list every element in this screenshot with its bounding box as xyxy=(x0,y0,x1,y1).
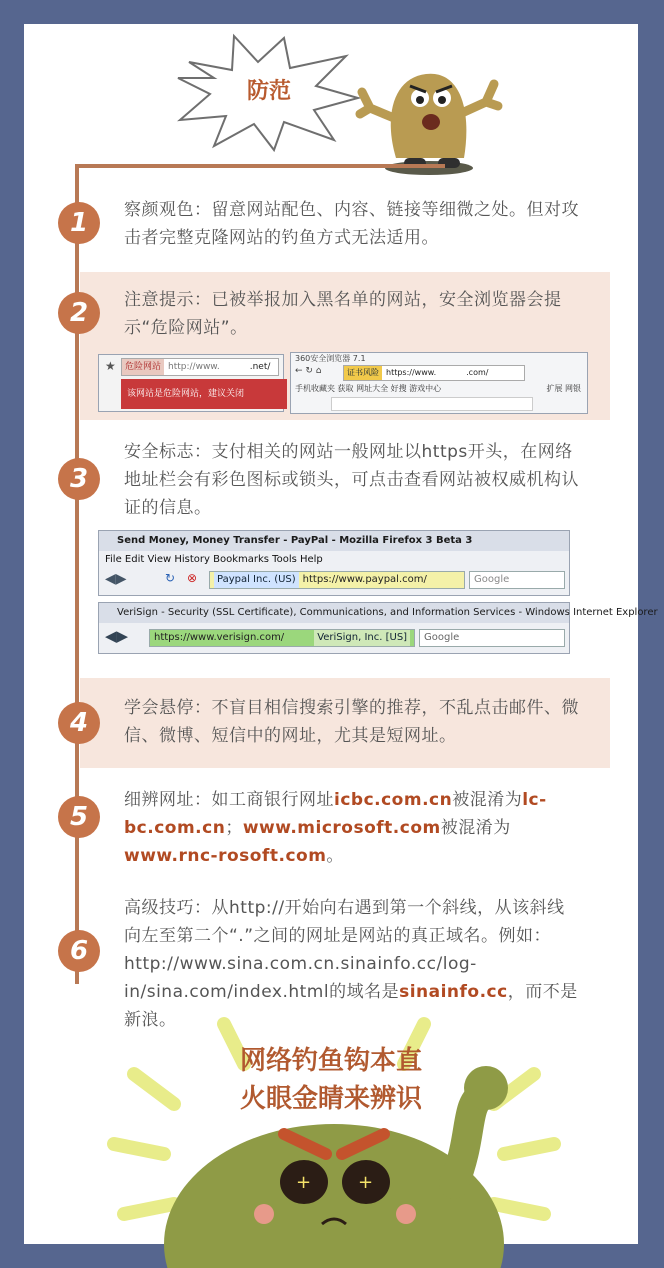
verisign-address-bar[interactable] xyxy=(149,629,415,647)
header-title: 防范 xyxy=(246,79,291,104)
verisign-screenshot xyxy=(98,602,658,654)
bookmarks-bar[interactable]: 手机收藏夹 获取 网址大全 好搜 游戏中心 xyxy=(295,384,442,393)
paypal-screenshot xyxy=(98,530,570,596)
address-url: http://www. xyxy=(168,362,220,372)
address-url-end: .com/ xyxy=(466,368,489,377)
danger-badge: 危险网站 xyxy=(122,359,164,375)
tip-5-text: 细辨网址：如工商银行网址icbc.com.cn被混淆为lc-bc.com.cn；www.microsoft.com被混淆为www.rnc-rosoft.com。 xyxy=(124,790,547,866)
tip-4-text: 学会悬停：不盲目相信搜索引擎的推荐，不乱点击邮件、微信、微博、短信中的网址，尤其是短网址。 xyxy=(124,698,579,746)
cert-risk-badge: 证书风险 xyxy=(344,366,382,380)
tip-6-text: 高级技巧：从http://开始向右遇到第一个斜线，从该斜线向左至第二个“.”之间的网址是网站的真正域名。例如：http://www.sina.com.cn.sinainfo.cc/log-in/sina.com/index.html的域名是sinainfo.cc，而不是新浪。 xyxy=(124,898,578,1030)
banner-line-2: 火眼金睛来辨识 xyxy=(239,1084,422,1114)
paypal-menu[interactable]: File Edit View History Bookmarks Tools Help xyxy=(105,554,323,565)
tip-6-number: 6 xyxy=(58,930,100,972)
tip-2-number: 2 xyxy=(58,292,100,334)
tip-1-text: 察颜观色：留意网站配色、内容、链接等细微之处。但对攻击者完整克隆网站的钓鱼方式无法适用。 xyxy=(124,200,579,248)
verisign-url: https://www.verisign.com/ xyxy=(154,632,285,643)
toolbar-right[interactable]: 扩展 网银 xyxy=(546,384,581,393)
tip-3-text: 安全标志：支付相关的网站一般网址以https开头，在网络地址栏会有彩色图标或锁头，可点击查看网站被权威机构认证的信息。 xyxy=(124,442,579,518)
search-box[interactable] xyxy=(331,397,533,411)
back-forward-icon[interactable]: ◀▶ xyxy=(105,571,127,587)
tip-3-number: 3 xyxy=(58,458,100,500)
svg-text:+: + xyxy=(358,1172,374,1193)
tip-5-number: 5 xyxy=(58,796,100,838)
timeline-top xyxy=(75,164,445,168)
verisign-search[interactable]: Google xyxy=(419,629,565,647)
browser-title: 360安全浏览器 7.1 xyxy=(295,354,366,363)
verisign-title: VeriSign - Security (SSL Certificate), Communications, and Information Services - Windows Internet Explorer xyxy=(99,603,569,623)
star-icon: ★ xyxy=(105,359,116,373)
paypal-title: Send Money, Money Transfer - PayPal - Mozilla Firefox 3 Beta 3 xyxy=(99,531,569,551)
address-url: https://www. xyxy=(386,368,437,377)
address-url-end: .net/ xyxy=(249,362,271,372)
paypal-search[interactable]: Google xyxy=(469,571,565,589)
paypal-address-bar[interactable] xyxy=(209,571,465,589)
infographic-card xyxy=(24,24,658,1244)
address-bar[interactable] xyxy=(343,365,525,381)
paypal-url: https://www.paypal.com/ xyxy=(302,574,427,585)
back-forward-icon[interactable]: ◀▶ xyxy=(105,627,129,645)
mascot-icon xyxy=(354,48,504,178)
address-bar[interactable] xyxy=(121,358,279,376)
nav-buttons-icon[interactable]: ← ↻ ⌂ xyxy=(295,366,322,376)
tip-2-text: 注意提示：已被举报加入黑名单的网站，安全浏览器会提示“危险网站”。 xyxy=(124,290,562,338)
danger-popup: 该网站是危险网站，建议关闭 xyxy=(121,379,287,409)
tip-4-number: 4 xyxy=(58,702,100,744)
banner-line-1: 网络钓鱼钩本直 xyxy=(239,1046,422,1076)
stop-icon[interactable]: ⊗ xyxy=(187,571,198,585)
timeline-line xyxy=(75,164,79,984)
warning-screenshot-2 xyxy=(290,352,588,414)
paypal-identity: Paypal Inc. (US) xyxy=(214,572,299,588)
warning-screenshot-1 xyxy=(98,354,284,412)
tip-1-number: 1 xyxy=(58,202,100,244)
verisign-identity: VeriSign, Inc. [US] xyxy=(314,630,410,646)
svg-text:+: + xyxy=(296,1172,312,1193)
reload-icon[interactable]: ↻ xyxy=(165,571,176,585)
